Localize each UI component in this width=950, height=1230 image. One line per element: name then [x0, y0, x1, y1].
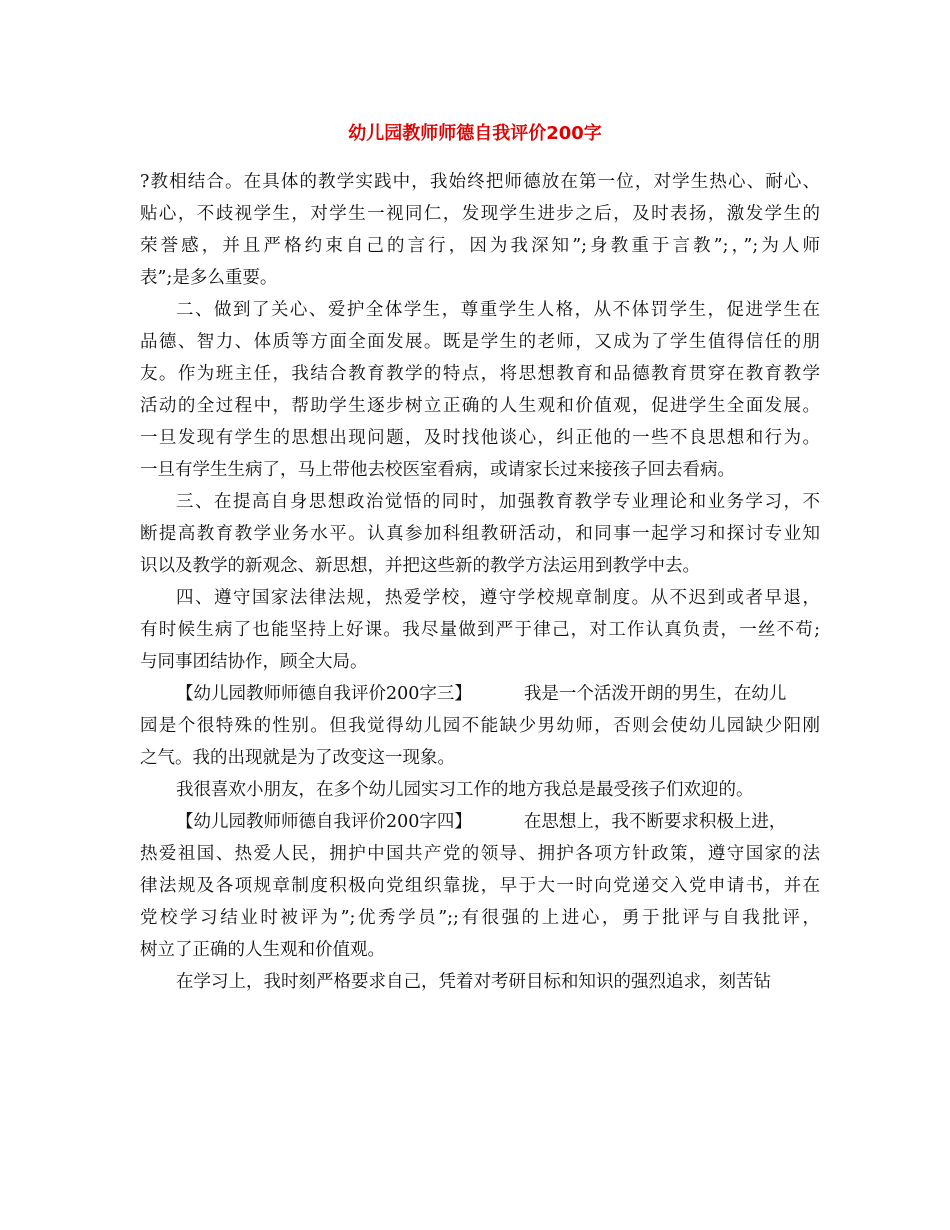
- text-line: 断提高教育教学业务水平。认真参加科组教研活动，和同事一起学习和探讨专业知: [140, 524, 820, 544]
- section-heading-line: [140, 806, 820, 838]
- document-title: 幼儿园教师师德自我评价200字: [348, 123, 602, 144]
- text-line: 一旦有学生生病了，马上带他去校医室看病，或请家长过来接孩子回去看病。: [140, 460, 735, 480]
- section-heading: 【幼儿园教师师德自我评价200字四】: [176, 812, 472, 832]
- text-line: 识以及教学的新观念、新思想，并把这些新的教学方法运用到教学中去。: [140, 556, 700, 576]
- text-line: 品德、智力、体质等方面全面发展。既是学生的老师，又成为了学生值得信任的朋: [140, 332, 820, 352]
- text-line: 活动的全过程中，帮助学生逐步树立正确的人生观和价值观，促进学生全面发展。: [140, 396, 820, 416]
- section-text: 我是一个活泼开朗的男生，在幼儿: [523, 684, 787, 704]
- text-line: 我很喜欢小朋友，在多个幼儿园实习工作的地方我总是最受孩子们欢迎的。: [176, 780, 754, 800]
- text-line: 有时候生病了也能坚持上好课。我尽量做到严于律己，对工作认真负责，一丝不苟;: [140, 620, 820, 640]
- text-line: 园是个很特殊的性别。但我觉得幼儿园不能缺少男幼师，否则会使幼儿园缺少阳刚: [140, 716, 820, 736]
- text-line: 三、在提高自身思想政治觉悟的同时，加强教育教学专业理论和业务学习，不: [176, 492, 820, 512]
- text-line: 四、遵守国家法律法规，热爱学校，遵守学校规章制度。从不迟到或者早退，: [176, 588, 820, 608]
- text-line: 表”;是多么重要。: [140, 268, 278, 288]
- text-line: 之气。我的出现就是为了改变这一现象。: [140, 748, 455, 768]
- text-line: ?教相结合。在具体的教学实践中，我始终把师德放在第一位，对学生热心、耐心、: [140, 172, 820, 192]
- text-line: 热爱祖国、热爱人民，拥护中国共产党的领导、拥护各项方针政策，遵守国家的法: [140, 844, 820, 864]
- document-body: [140, 166, 820, 998]
- text-line: 一旦发现有学生的思想出现问题，及时找他谈心，纠正他的一些不良思想和行为。: [140, 428, 820, 448]
- text-line: 二、做到了关心、爱护全体学生，尊重学生人格，从不体罚学生，促进学生在: [176, 300, 820, 320]
- section-text: 在思想上，我不断要求积极上进，: [523, 812, 787, 832]
- text-line: 荣誉感，并且严格约束自己的言行，因为我深知”;身教重于言教”;，”;为人师: [140, 236, 820, 256]
- text-line: 树立了正确的人生观和价值观。: [140, 940, 385, 960]
- text-line: 与同事团结协作，顾全大局。: [140, 652, 368, 672]
- text-line: 党校学习结业时被评为”;优秀学员”;;有很强的上进心，勇于批评与自我批评，: [140, 908, 820, 928]
- section-heading: 【幼儿园教师师德自我评价200字三】: [176, 684, 472, 704]
- text-line: 律法规及各项规章制度积极向党组织靠拢，早于大一时向党递交入党申请书，并在: [140, 876, 820, 896]
- text-line: 贴心，不歧视学生，对学生一视同仁，发现学生进步之后，及时表扬，激发学生的: [140, 204, 820, 224]
- section-heading-line: [140, 678, 820, 710]
- text-line: 友。作为班主任，我结合教育教学的特点，将思想教育和品德教育贯穿在教育教学: [140, 364, 820, 384]
- text-line: 在学习上，我时刻严格要求自己，凭着对考研目标和知识的强烈追求，刻苦钻: [176, 972, 771, 992]
